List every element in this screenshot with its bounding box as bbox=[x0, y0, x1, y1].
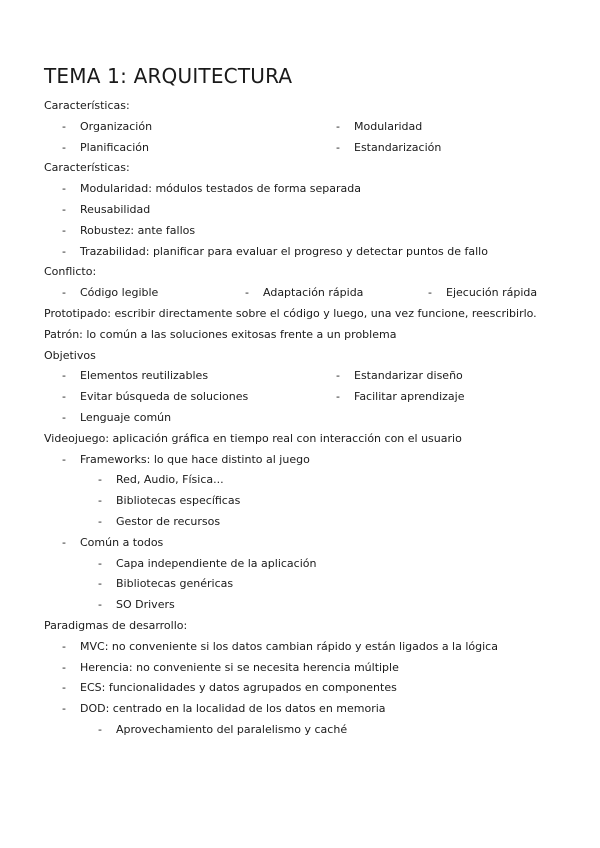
list-item: - DOD: centrado en la localidad de los datos en memoria bbox=[80, 699, 386, 720]
sublist-row bbox=[44, 595, 584, 616]
list-item: - ECS: funcionalidades y datos agrupados en componentes bbox=[80, 678, 397, 699]
sublist-item: - Red, Audio, Física... bbox=[116, 470, 224, 491]
sublist-row bbox=[44, 554, 584, 575]
list-item: - MVC: no conveniente si los datos cambian rápido y están ligados a la lógica bbox=[80, 637, 498, 658]
paragraph: Patrón: lo común a las soluciones exitosas frente a un problema bbox=[44, 327, 397, 341]
section-heading: Conflicto: bbox=[44, 265, 97, 279]
two-column-row bbox=[44, 117, 584, 138]
list-item: - Código legible bbox=[80, 283, 158, 304]
two-column-row bbox=[44, 138, 584, 159]
sublist-row bbox=[44, 470, 584, 491]
list-item: - Trazabilidad: planificar para evaluar el progreso y detectar puntos de fallo bbox=[80, 242, 488, 263]
list-row bbox=[44, 699, 584, 720]
list-item: - Robustez: ante fallos bbox=[80, 221, 195, 242]
sublist-item: - Gestor de recursos bbox=[116, 512, 220, 533]
list-item: - Evitar búsqueda de soluciones bbox=[80, 387, 248, 408]
sublist-item: - Aprovechamiento del paralelismo y caché bbox=[116, 720, 347, 741]
section-heading: Videojuego: aplicación gráfica en tiempo real con interacción con el usuario bbox=[44, 431, 462, 445]
list-item: - Modularidad bbox=[354, 117, 422, 138]
sublist-row bbox=[44, 512, 584, 533]
list-item: - Estandarización bbox=[354, 138, 441, 159]
sublist-row bbox=[44, 491, 584, 512]
sublist-item: - SO Drivers bbox=[116, 595, 175, 616]
list-item: - Frameworks: lo que hace distinto al juego bbox=[80, 450, 310, 471]
section-heading: Características: bbox=[44, 161, 130, 175]
list-item: - Estandarizar diseño bbox=[354, 366, 463, 387]
list-item: - Común a todos bbox=[80, 533, 163, 554]
list-row bbox=[44, 533, 584, 554]
list-item: - Organización bbox=[80, 117, 152, 138]
list-item: - Herencia: no conveniente si se necesita herencia múltiple bbox=[80, 658, 399, 679]
list-row bbox=[44, 408, 584, 429]
list-item: - Planificación bbox=[80, 138, 149, 159]
list-row bbox=[44, 658, 584, 679]
list-row bbox=[44, 242, 584, 263]
list-row bbox=[44, 450, 584, 471]
two-column-row bbox=[44, 387, 584, 408]
list-row bbox=[44, 200, 584, 221]
list-row bbox=[44, 637, 584, 658]
list-item: - Modularidad: módulos testados de forma separada bbox=[80, 179, 361, 200]
sublist-item: - Capa independiente de la aplicación bbox=[116, 554, 316, 575]
list-item: - Lenguaje común bbox=[80, 408, 171, 429]
list-item: - Elementos reutilizables bbox=[80, 366, 208, 387]
section-heading: Objetivos bbox=[44, 348, 96, 362]
list-item: - Ejecución rápida bbox=[446, 283, 537, 304]
paragraph: Prototipado: escribir directamente sobre el código y luego, una vez funcione, reescribirlo. bbox=[44, 306, 537, 320]
list-item: - Adaptación rápida bbox=[263, 283, 363, 304]
two-column-row bbox=[44, 366, 584, 387]
document-body bbox=[44, 96, 584, 741]
three-column-row bbox=[44, 283, 584, 304]
list-row bbox=[44, 179, 584, 200]
list-row bbox=[44, 221, 584, 242]
section-heading: Paradigmas de desarrollo: bbox=[44, 618, 188, 632]
list-row bbox=[44, 678, 584, 699]
page-title: TEMA 1: ARQUITECTURA bbox=[44, 64, 293, 88]
sublist-row bbox=[44, 720, 584, 741]
sublist-item: - Bibliotecas genéricas bbox=[116, 574, 233, 595]
list-item: - Reusabilidad bbox=[80, 200, 150, 221]
sublist-row bbox=[44, 574, 584, 595]
list-item: - Facilitar aprendizaje bbox=[354, 387, 464, 408]
sublist-item: - Bibliotecas específicas bbox=[116, 491, 240, 512]
section-heading: Características: bbox=[44, 99, 130, 112]
